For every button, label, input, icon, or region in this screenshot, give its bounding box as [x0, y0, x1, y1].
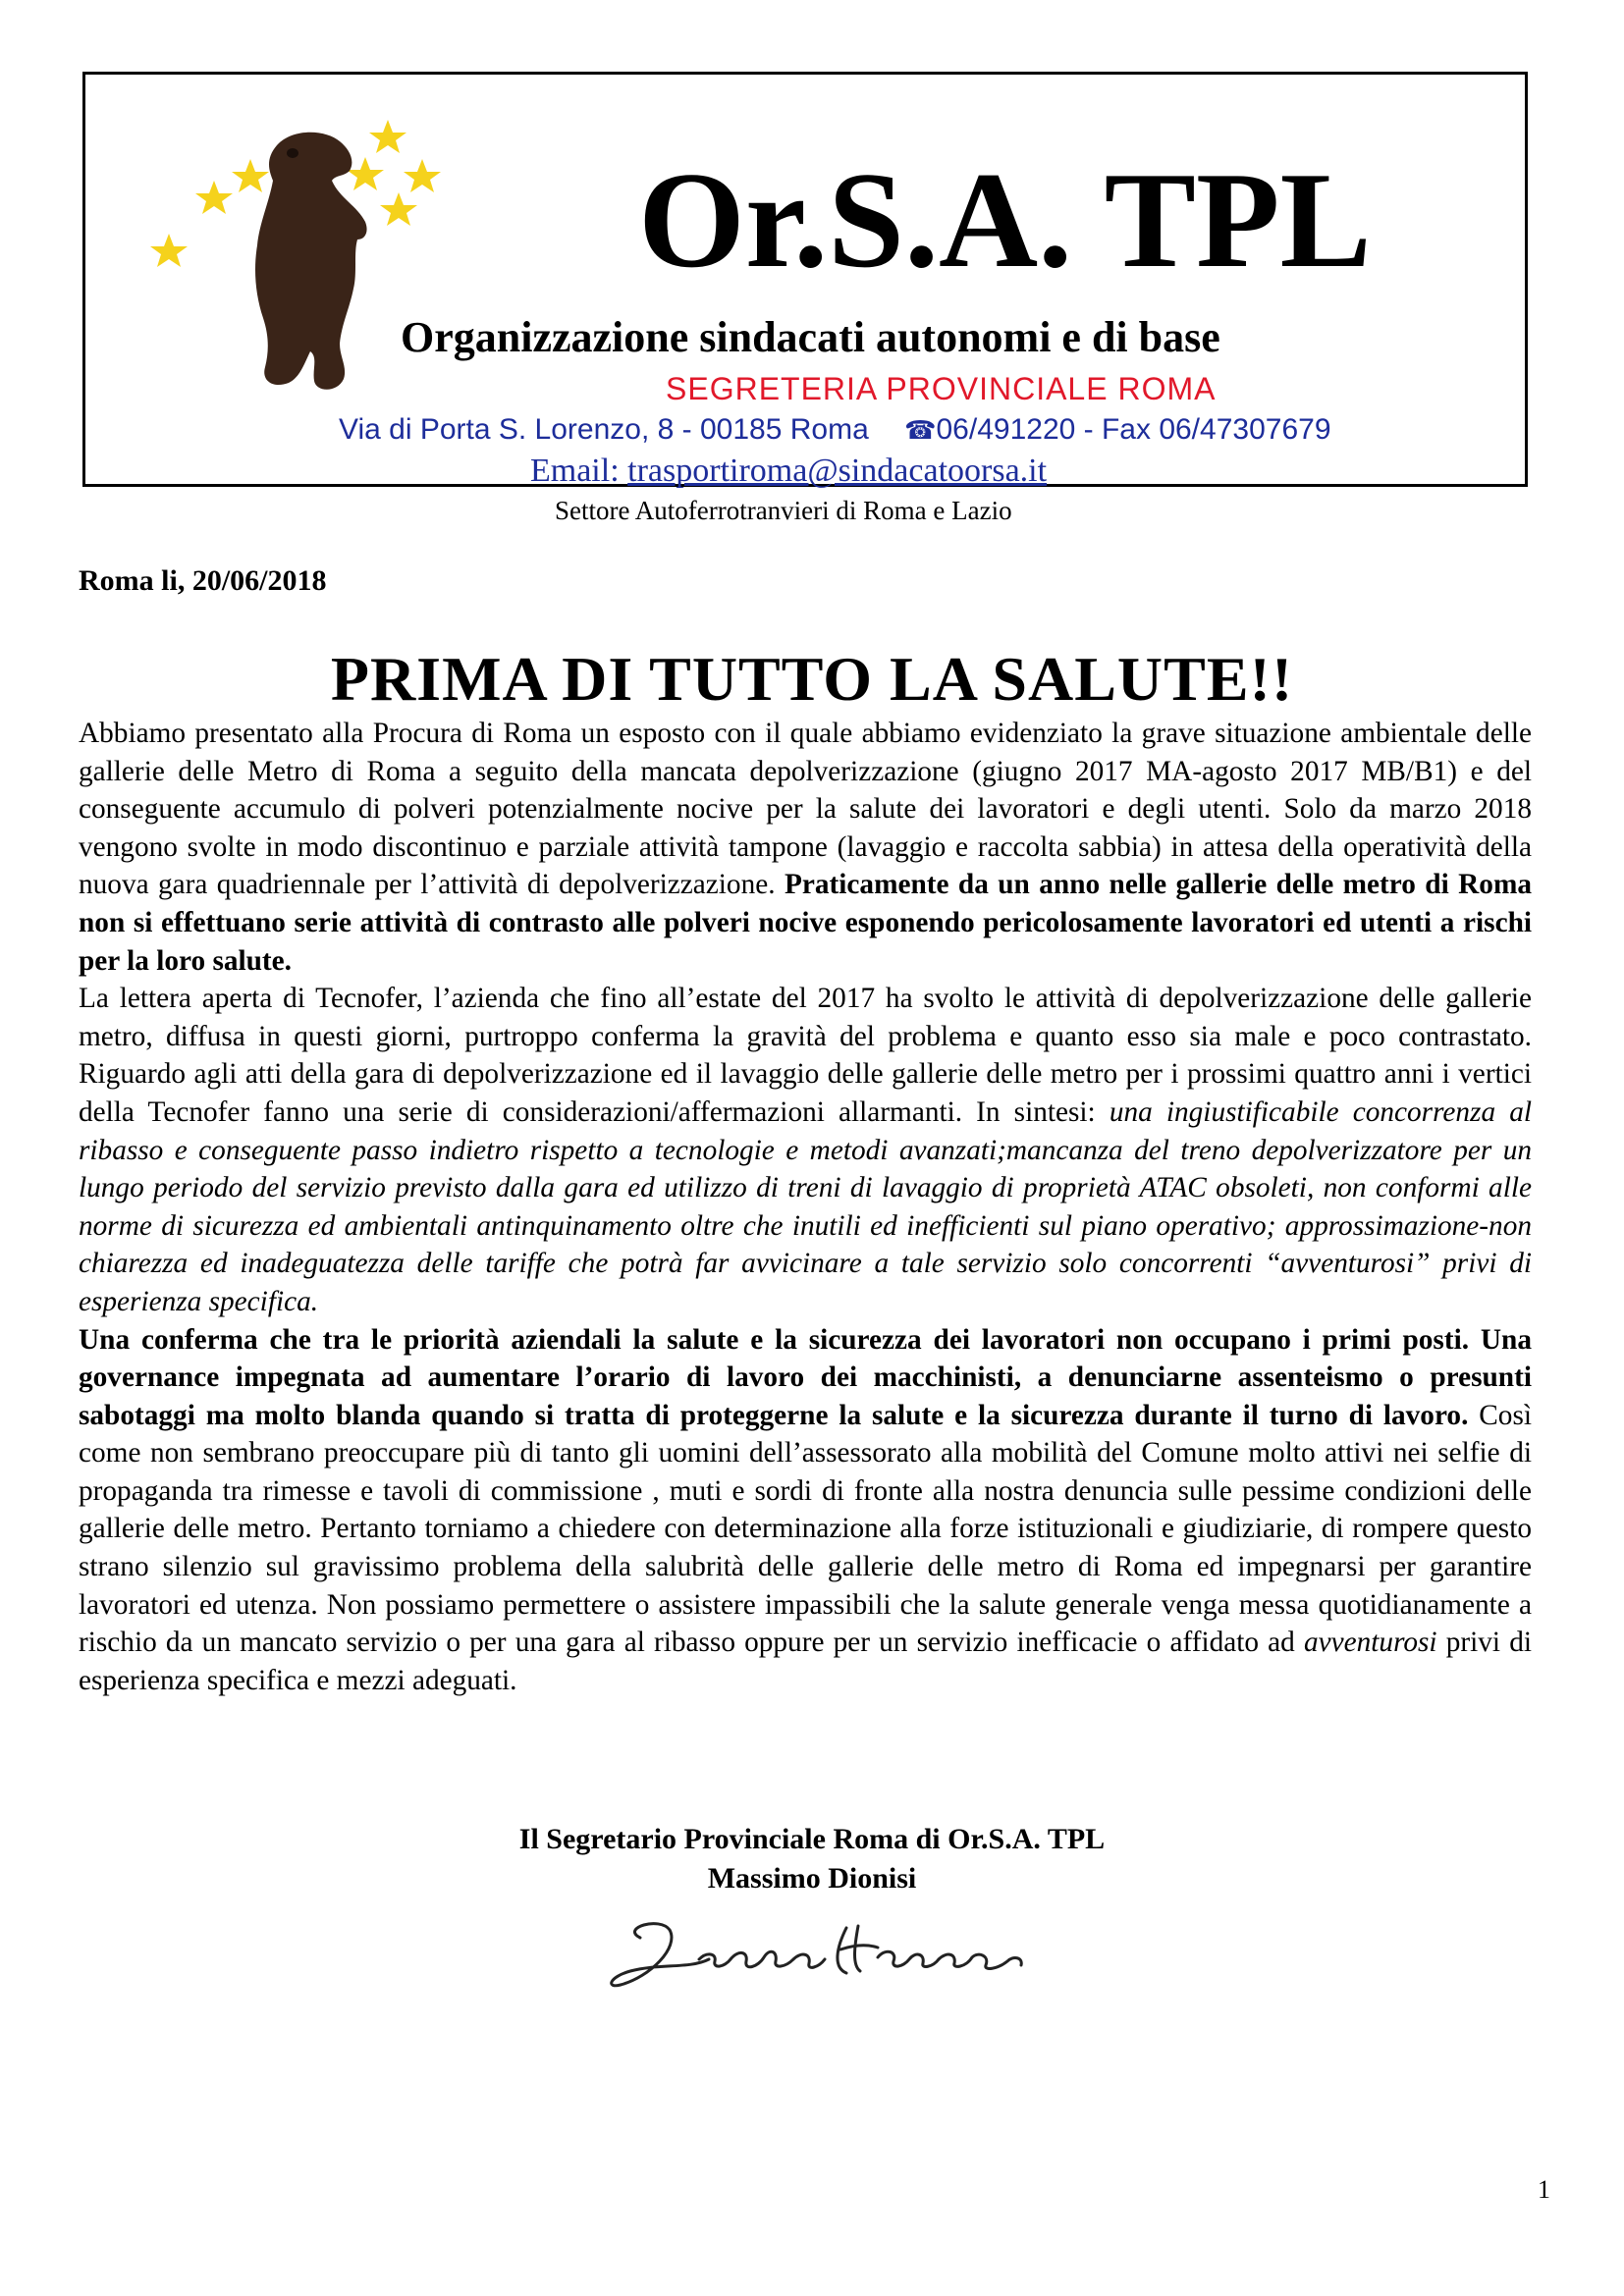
star-icon [380, 192, 417, 226]
letter-title: PRIMA DI TUTTO LA SALUTE!! [330, 644, 1294, 714]
paragraph-3-end: privi di esperienza specifica e mezzi adeguati. [79, 1627, 1532, 1696]
contact-address-line [339, 410, 1331, 450]
phone-fax-text: 06/491220 - Fax 06/47307679 [936, 413, 1331, 446]
paragraph-3-text: Così come non sembrano preoccupare più di tanto gli uomini dell’assessorato alla mobilità del Comune molto attivi nei selfie di propaganda tra rimesse e tavoli di commissione , muti e sordi di fronte alla nostra denuncia sulle pessime condizioni delle gallerie delle metro. Pertanto torniamo a chiedere con determinazione alla forze istituzionali e giudiziarie, di rompere questo strano silenzio sul gravissimo problema della salubrità delle gallerie delle metro di Roma ed impegnarsi per garantire lavoratori ed utenza. Non possiamo permettere o assistere impassibili che la salute generale venga messa quotidianamente a rischio da un mancato servizio o per una gara al ribasso oppure per un servizio inefficacie o affidato ad [79, 1399, 1532, 1659]
page-number: 1 [1538, 2175, 1550, 2204]
star-icon [232, 159, 269, 192]
address-text: Via di Porta S. Lorenzo, 8 - 00185 Roma [339, 413, 869, 446]
paragraph-1-text: Abbiamo presentato alla Procura di Roma un esposto con il quale abbiamo evidenziato la grave situazione ambientale delle gallerie delle Metro di Roma a seguito della mancata depolverizzazione (giugno 2017 MA-agosto 2017 MB/B1) e del conseguente accumulo di polveri potenzialmente nocive per la salute dei lavoratori e degli utenti. Solo da marzo 2018 vengono svolte in modo discontinuo e parziale attività tampone (lavaggio e raccolta sabbia) in attesa della operatività della nuova gara quadriennale per l’attività di depolverizzazione. [79, 718, 1532, 901]
email-line [530, 450, 1047, 493]
letter-date: Roma li, 20/06/2018 [79, 564, 327, 597]
signoff-role: Il Segretario Provinciale Roma di Or.S.A. TPL [518, 1823, 1106, 1855]
letter-body [79, 715, 1532, 1699]
paragraph-1 [79, 715, 1532, 980]
paragraph-3 [79, 1321, 1532, 1700]
star-icon [347, 157, 384, 190]
handwritten-signature [601, 1908, 1053, 1997]
star-icon [404, 159, 441, 192]
org-full-name: Organizzazione sindacati autonomi e di base [401, 313, 1220, 361]
paragraph-1-bold: Praticamente da un anno nelle gallerie delle metro di Roma non si effettuano serie attività di contrasto alle polveri nocive esponendo pericolosamente lavoratori ed utenti a rischi per la loro salute. [79, 869, 1532, 977]
paragraph-3-bold: Una conferma che tra le priorità aziendali la salute e la sicurezza dei lavoratori non occupano i primi posti. Una governance impegnata ad aumentare l’orario di lavoro dei macchinisti, a denunciarne assenteismo o presunti sabotaggi ma molto blanda quando si tratta di proteggerne la salute e la sicurezza durante il turno di lavoro. [79, 1323, 1532, 1431]
org-name-title: Or.S.A. TPL [638, 144, 1372, 296]
email-label: Email: [530, 453, 628, 489]
paragraph-2-text: La lettera aperta di Tecnofer, l’azienda che fino all’estate del 2017 ha svolto le attività di depolverizzazione delle gallerie metro, diffusa in questi giorni, purtroppo conferma la gravità del problema e quanto esso sia male e poco contrastato. Riguardo agli atti della gara di depolverizzazione ed il lavaggio delle gallerie delle metro per i prossimi quattro anni i vertici della Tecnofer fanno una serie di considerazioni/affermazioni allarmanti. In sintesi: [79, 983, 1532, 1128]
star-icon [369, 120, 406, 153]
settore-subtitle: Settore Autoferrotranvieri di Roma e Lazio [555, 496, 1012, 525]
bear-ear [287, 148, 298, 158]
paragraph-2 [79, 980, 1532, 1320]
paragraph-2-italic: una ingiustificabile concorrenza al ribasso e conseguente passo indietro rispetto a tecnologie e metodi avanzati;mancanza del treno depolverizzatore per un lungo periodo del servizio previsto dalla gara ed utilizzo di treni di lavaggio di proprietà ATAC obsoleti, non conformi alle norme di sicurezza ed ambientali antinquinamento oltre che inutili ed inefficienti sul piano operativo; approssimazione-non chiarezza ed inadeguatezza delle tariffe che potrà far avvicinare a tale servizio solo concorrenti “avventurosi” privi di esperienza specifica. [79, 1095, 1532, 1317]
segreteria-label: SEGRETERIA PROVINCIALE ROMA [666, 371, 1217, 406]
star-icon [150, 234, 188, 267]
email-link[interactable]: trasportiroma@sindacatoorsa.it [627, 453, 1048, 489]
paragraph-3-italic: avventurosi [1303, 1627, 1437, 1659]
phone-icon: ☎ [904, 415, 937, 445]
signoff-name: Massimo Dionisi [707, 1862, 917, 1895]
star-icon [195, 181, 233, 214]
